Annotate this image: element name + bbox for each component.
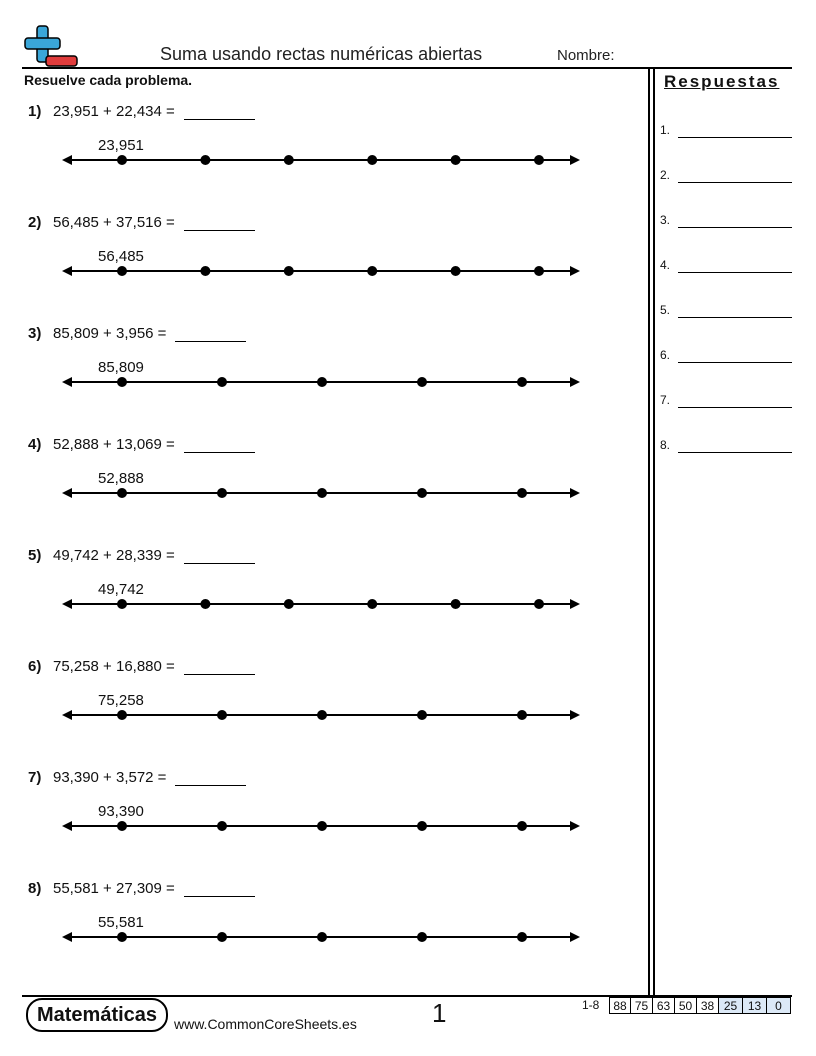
answer-blank[interactable]	[678, 137, 792, 138]
problem-equation: 56,485 + 37,516 =	[53, 214, 175, 231]
answer-number: 1.	[660, 123, 671, 137]
left-arrow	[62, 932, 72, 942]
answer-blank[interactable]	[184, 452, 255, 453]
number-line	[62, 928, 582, 948]
number-line-point	[317, 821, 327, 831]
answer-blank[interactable]	[678, 317, 792, 318]
score-cell: 88	[609, 997, 631, 1014]
left-arrow	[62, 155, 72, 165]
start-label: 55,581	[98, 914, 144, 931]
number-line-point	[534, 599, 544, 609]
number-line-point	[417, 377, 427, 387]
number-line-point	[517, 488, 527, 498]
problem	[24, 436, 594, 526]
problem	[24, 880, 594, 970]
start-label: 56,485	[98, 248, 144, 265]
left-arrow	[62, 821, 72, 831]
answer-row	[660, 258, 792, 278]
header-rule	[22, 67, 792, 69]
number-line-point	[451, 155, 461, 165]
number-line-point	[317, 488, 327, 498]
right-arrow	[570, 710, 580, 720]
number-line-point	[534, 266, 544, 276]
answer-blank[interactable]	[678, 182, 792, 183]
page-number: 1	[432, 998, 447, 1028]
number-line-point	[367, 155, 377, 165]
number-line-point	[451, 266, 461, 276]
start-label: 52,888	[98, 470, 144, 487]
left-arrow	[62, 488, 72, 498]
answer-row	[660, 123, 792, 143]
left-arrow	[62, 377, 72, 387]
answer-blank[interactable]	[678, 407, 792, 408]
answer-row	[660, 348, 792, 368]
number-line-point	[284, 266, 294, 276]
problem-equation: 85,809 + 3,956 =	[53, 325, 167, 342]
answer-number: 6.	[660, 348, 671, 362]
start-label: 23,951	[98, 137, 144, 154]
column-divider	[648, 68, 650, 995]
number-line-point	[217, 488, 227, 498]
score-cell: 75	[631, 997, 653, 1014]
start-label: 93,390	[98, 803, 144, 820]
answer-row	[660, 168, 792, 188]
problem-number: 8)	[28, 880, 42, 897]
number-line	[62, 373, 582, 393]
brand-label: Matemáticas	[36, 1004, 158, 1026]
number-line	[62, 595, 582, 615]
number-line-point	[517, 710, 527, 720]
right-arrow	[570, 932, 580, 942]
plus-minus-icon	[22, 24, 80, 68]
right-arrow	[570, 599, 580, 609]
answer-number: 4.	[660, 258, 671, 272]
problem	[24, 547, 594, 637]
number-line-point	[217, 932, 227, 942]
problem	[24, 214, 594, 304]
number-line	[62, 262, 582, 282]
number-line-point	[117, 932, 127, 942]
number-line-point	[517, 377, 527, 387]
score-cell: 13	[743, 997, 767, 1014]
score-cell: 50	[675, 997, 697, 1014]
problem-number: 1)	[28, 103, 42, 120]
number-line-point	[451, 599, 461, 609]
left-arrow	[62, 266, 72, 276]
answer-row	[660, 438, 792, 458]
problem-number: 2)	[28, 214, 42, 231]
instructions: Resuelve cada problema.	[24, 72, 193, 88]
number-line-point	[317, 932, 327, 942]
number-line-point	[117, 710, 127, 720]
answer-blank[interactable]	[175, 341, 246, 342]
number-line-point	[284, 155, 294, 165]
number-line-point	[417, 710, 427, 720]
problem-number: 4)	[28, 436, 42, 453]
answer-row	[660, 393, 792, 413]
answer-blank[interactable]	[678, 362, 792, 363]
problem	[24, 325, 594, 415]
answer-number: 2.	[660, 168, 671, 182]
number-line-point	[117, 599, 127, 609]
answers-title: Respuestas	[664, 72, 780, 91]
right-arrow	[570, 266, 580, 276]
problem	[24, 658, 594, 748]
answer-row	[660, 303, 792, 323]
right-arrow	[570, 488, 580, 498]
problem	[24, 103, 594, 193]
answer-blank[interactable]	[678, 272, 792, 273]
score-cell: 63	[653, 997, 675, 1014]
answer-blank[interactable]	[184, 230, 255, 231]
problem-number: 3)	[28, 325, 42, 342]
number-line-point	[367, 266, 377, 276]
number-line-point	[117, 266, 127, 276]
answer-blank[interactable]	[184, 563, 255, 564]
answer-number: 8.	[660, 438, 671, 452]
number-line-point	[200, 266, 210, 276]
number-line-point	[217, 821, 227, 831]
answer-number: 3.	[660, 213, 671, 227]
number-line-point	[117, 155, 127, 165]
number-line-point	[200, 599, 210, 609]
problem-equation: 23,951 + 22,434 =	[53, 103, 175, 120]
number-line	[62, 484, 582, 504]
number-line-point	[517, 821, 527, 831]
number-line	[62, 706, 582, 726]
number-line-point	[284, 599, 294, 609]
score-cell: 0	[767, 997, 791, 1014]
page-title: Suma usando rectas numéricas abiertas	[160, 44, 483, 64]
problem-equation: 75,258 + 16,880 =	[53, 658, 175, 675]
right-arrow	[570, 377, 580, 387]
answer-blank[interactable]	[678, 452, 792, 453]
right-arrow	[570, 155, 580, 165]
right-arrow	[570, 821, 580, 831]
number-line-point	[417, 932, 427, 942]
number-line-point	[200, 155, 210, 165]
number-line-point	[367, 599, 377, 609]
start-label: 75,258	[98, 692, 144, 709]
score-cell: 25	[719, 997, 743, 1014]
answer-number: 7.	[660, 393, 671, 407]
site-url: www.CommonCoreSheets.es	[174, 1016, 357, 1032]
left-arrow	[62, 599, 72, 609]
answer-blank[interactable]	[184, 674, 255, 675]
score-cell: 38	[697, 997, 719, 1014]
problem-equation: 55,581 + 27,309 =	[53, 880, 175, 897]
start-label: 85,809	[98, 359, 144, 376]
number-line	[62, 151, 582, 171]
brand-badge	[26, 998, 168, 1032]
number-line-point	[217, 710, 227, 720]
number-line-point	[417, 821, 427, 831]
problem	[24, 769, 594, 859]
left-arrow	[62, 710, 72, 720]
answer-blank[interactable]	[184, 119, 255, 120]
number-line-point	[534, 155, 544, 165]
answer-blank[interactable]	[175, 785, 246, 786]
number-line-point	[517, 932, 527, 942]
name-label: Nombre:	[557, 47, 615, 64]
column-divider	[653, 68, 655, 995]
number-line-point	[217, 377, 227, 387]
number-line-point	[117, 488, 127, 498]
answer-row	[660, 213, 792, 233]
number-line-point	[417, 488, 427, 498]
answer-number: 5.	[660, 303, 671, 317]
answer-blank[interactable]	[184, 896, 255, 897]
number-line-point	[117, 377, 127, 387]
number-line-point	[117, 821, 127, 831]
problem-number: 7)	[28, 769, 42, 786]
number-line	[62, 817, 582, 837]
problem-equation: 52,888 + 13,069 =	[53, 436, 175, 453]
score-range-label: 1-8	[582, 998, 600, 1012]
answer-blank[interactable]	[678, 227, 792, 228]
number-line-point	[317, 710, 327, 720]
number-line-point	[317, 377, 327, 387]
problem-number: 5)	[28, 547, 42, 564]
problem-number: 6)	[28, 658, 42, 675]
problem-equation: 49,742 + 28,339 =	[53, 547, 175, 564]
problem-equation: 93,390 + 3,572 =	[53, 769, 167, 786]
start-label: 49,742	[98, 581, 144, 598]
